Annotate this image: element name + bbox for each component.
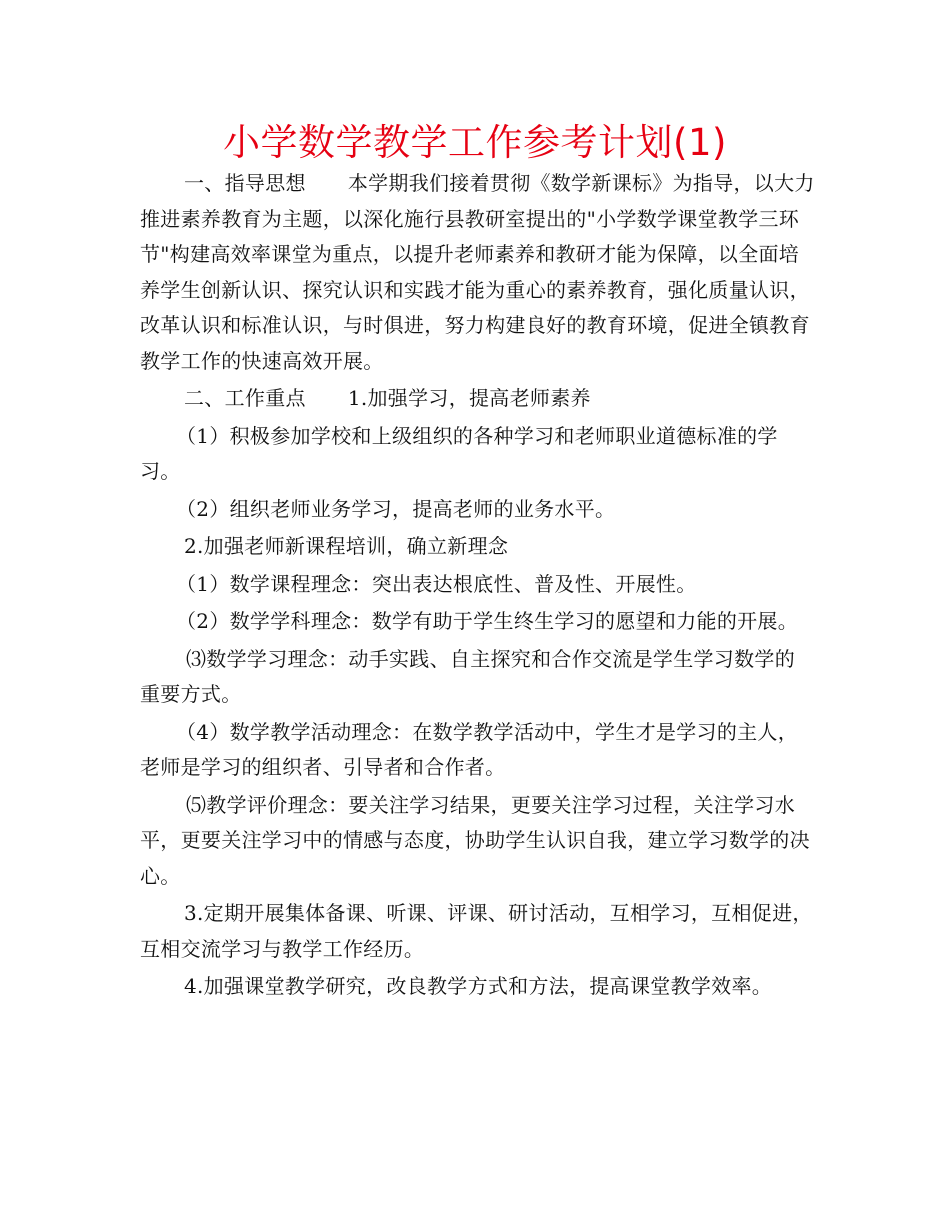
paragraph: 3.定期开展集体备课、听课、评课、研讨活动，互相学习，互相促进，互相交流学习与教学工作经历。	[140, 901, 813, 961]
paragraph: ⑶数学学习理念：动手实践、自主探究和合作交流是学生学习数学的重要方式。	[140, 646, 795, 706]
section-heading: 一、指导思想	[184, 171, 306, 195]
document-body	[140, 166, 815, 1005]
section-guiding-ideology	[140, 166, 815, 379]
section-text: 本学期我们接着贯彻《数学新课标》为指导，以大力推进素养教育为主题，以深化施行县教研室提出的"小学数学课堂教学三环节"构建高效率课堂为重点，以提升老师素养和教研才能为保障，以全面培养学生创新认识、探究认识和实践才能为重心的素养教育，强化质量认识，改革认识和标准认识，与时俱进，努力构建良好的教育环境，促进全镇教育教学工作的快速高效开展。	[140, 171, 815, 373]
paragraph: ⑸教学评价理念：要关注学习结果，更要关注学习过程，关注学习水平，更要关注学习中的情感与态度，协助学生认识自我，建立学习数学的决心。	[140, 792, 810, 888]
section-heading: 二、工作重点	[184, 386, 306, 410]
paragraph: （2）组织老师业务学习，提高老师的业务水平。	[176, 496, 616, 521]
paragraph: （1）积极参加学校和上级组织的各种学习和老师职业道德标准的学习。	[140, 423, 778, 483]
paragraph: （2）数学学科理念：数学有助于学生终生学习的愿望和力能的开展。	[176, 609, 799, 633]
paragraph: 4.加强课堂教学研究，改良教学方式和方法，提高课堂教学效率。	[184, 974, 773, 998]
document-title: 小学数学教学工作参考计划(1)	[223, 121, 727, 164]
section-text: 1.加强学习，提高老师素养	[347, 386, 591, 410]
section-work-focus	[140, 381, 815, 417]
paragraph: （1）数学课程理念：突出表达根底性、普及性、开展性。	[176, 571, 697, 596]
paragraph: 2.加强老师新课程培训，确立新理念	[184, 534, 509, 558]
paragraph: （4）数学教学活动理念：在数学教学活动中，学生才是学习的主人，老师是学习的组织者、引导者和合作者。	[140, 719, 799, 779]
